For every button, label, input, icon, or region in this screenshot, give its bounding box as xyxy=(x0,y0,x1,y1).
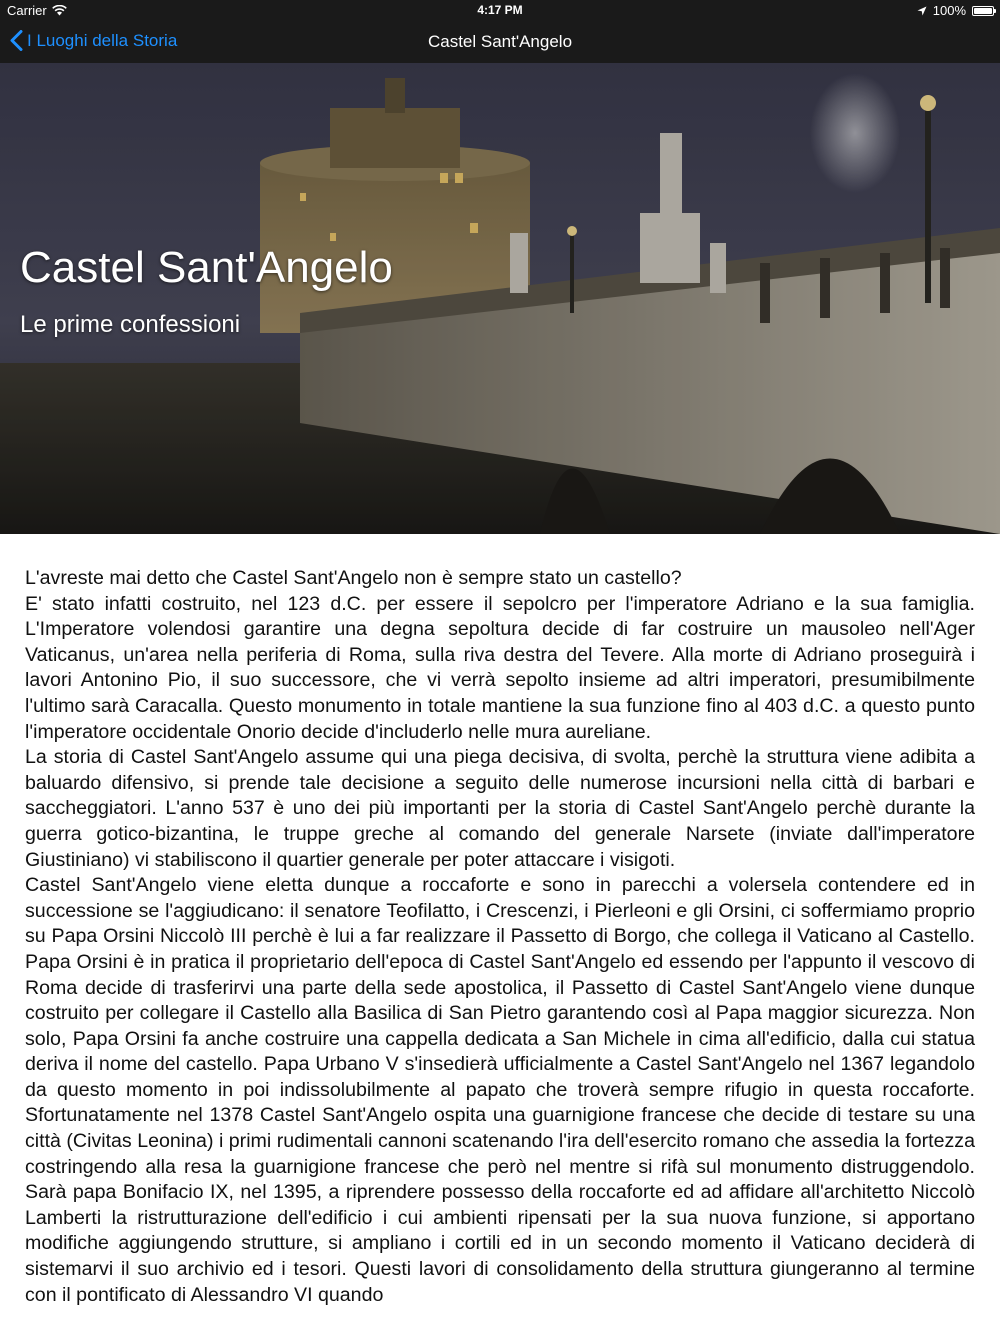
status-right xyxy=(917,3,994,18)
carrier-label: Carrier xyxy=(7,3,47,18)
battery-icon xyxy=(972,6,994,16)
hero-title: Castel Sant'Angelo xyxy=(20,243,393,292)
clock: 4:17 PM xyxy=(477,3,523,17)
hero-banner xyxy=(0,63,1000,534)
back-button-label: I Luoghi della Storia xyxy=(27,30,178,50)
article-paragraph: E' stato infatti costruito, nel 123 d.C. per essere il sepolcro per l'imperatore Adriano e la sua famiglia. L'Imperatore volendosi garantire una degna sepoltura decide di far costruire un mausoleo nell'Ager Vaticanus, un'area nella periferia di Roma, sulla riva destra del Tevere. Alla morte di Adriano proseguirà i lavori Antonino Pio, il suo successore, che vi verrà sepolto insieme ad altri imperatori, presumibilmente l'ultimo sarà Caracalla. Questo monumento in totale mantiene la sua funzione fino al 403 d.C. a questo punto l'imperatore occidentale Onorio decide d'includerlo nelle mura aureliane. xyxy=(25,592,975,743)
castle-photo xyxy=(0,63,1000,534)
article-paragraph: La storia di Castel Sant'Angelo assume qui una piega decisiva, di svolta, perchè la struttura viene adibita a baluardo difensivo, si prende tale decisione a seguito delle numerose incursioni nella città di barbari e saccheggiatori. L'anno 537 è uno dei più importanti per la storia di Castel Sant'Angelo perchè durante la guerra gotico-bizantina, le truppe greche al comando del generale Narsete (inviate dall'imperatore Giustiniano) vi stabiliscono il quartier generale per poter attaccare i visigoti. xyxy=(25,746,975,871)
hero-subtitle: Le prime confessioni xyxy=(20,311,241,338)
page-title: Castel Sant'Angelo xyxy=(427,32,573,51)
article-body xyxy=(25,566,975,1308)
battery-percent: 100% xyxy=(932,3,966,18)
article-paragraph: L'avreste mai detto che Castel Sant'Angelo non è sempre stato un castello? xyxy=(25,567,682,589)
status-bar xyxy=(0,0,1000,22)
location-arrow-icon xyxy=(917,6,927,16)
article-paragraph: Castel Sant'Angelo viene eletta dunque a roccaforte e sono in parecchi a volersela contendere ed in successione se l'aggiudicano: il senatore Teofilatto, i Crescenzi, i Pierleoni e gli Orsini, ci soffermiamo proprio su Papa Orsini Niccolò III perchè è lui a far realizzare il Passetto di Borgo, che collega il Vaticano al Castello. Papa Orsini è in pratica il proprietario dell'epoca di Castel Sant'Angelo ed essendo per l'appunto il vescovo di Roma decide di trasferirvi una parte della sede apostolica, il Passetto di Castel Sant'Angelo viene dunque costruito per collegare il Castello alla Basilica di San Pietro garantendo così al Papa maggior sicurezza. Non solo, Papa Orsini fa anche costruire una cappella dedicata a San Michele in cima all'edificio, dalla cui statua deriva il nome del castello. Papa Urbano V s'insedierà ufficialmente a Castel Sant'Angelo nel 1367 legandolo da questo momento in poi indissolubilmente al papato che troverà sempre rifugio in questa roccaforte. Sfortunatamente nel 1378 Castel Sant'Angelo ospita una guarnigione francese che decide di testare su una città (Civitas Leonina) i primi rudimentali cannoni scatenando l'ira dell'esercito romano che assedia la fortezza costringendo alla resa la guarnigione francese che però nel mentre si rifà sul monumento distruggendolo. Sarà papa Bonifacio IX, nel 1395, a riprendere possesso della roccaforte ed ad affidare all'architetto Niccolò Lamberti la ristrutturazione dell'edificio i cui ambienti ripensati per la sua nuova funzione, si apportano modifiche aggiungendo strutture, si ampliano i cortili ed in un secondo momento il Vaticano deciderà di sistemarvi il suo archivio ed i tesori. Questi lavori di consolidamento della struttura giungeranno al termine con il pontificato di Alessandro VI quando xyxy=(25,874,975,1306)
navigation-bar xyxy=(0,22,1000,63)
